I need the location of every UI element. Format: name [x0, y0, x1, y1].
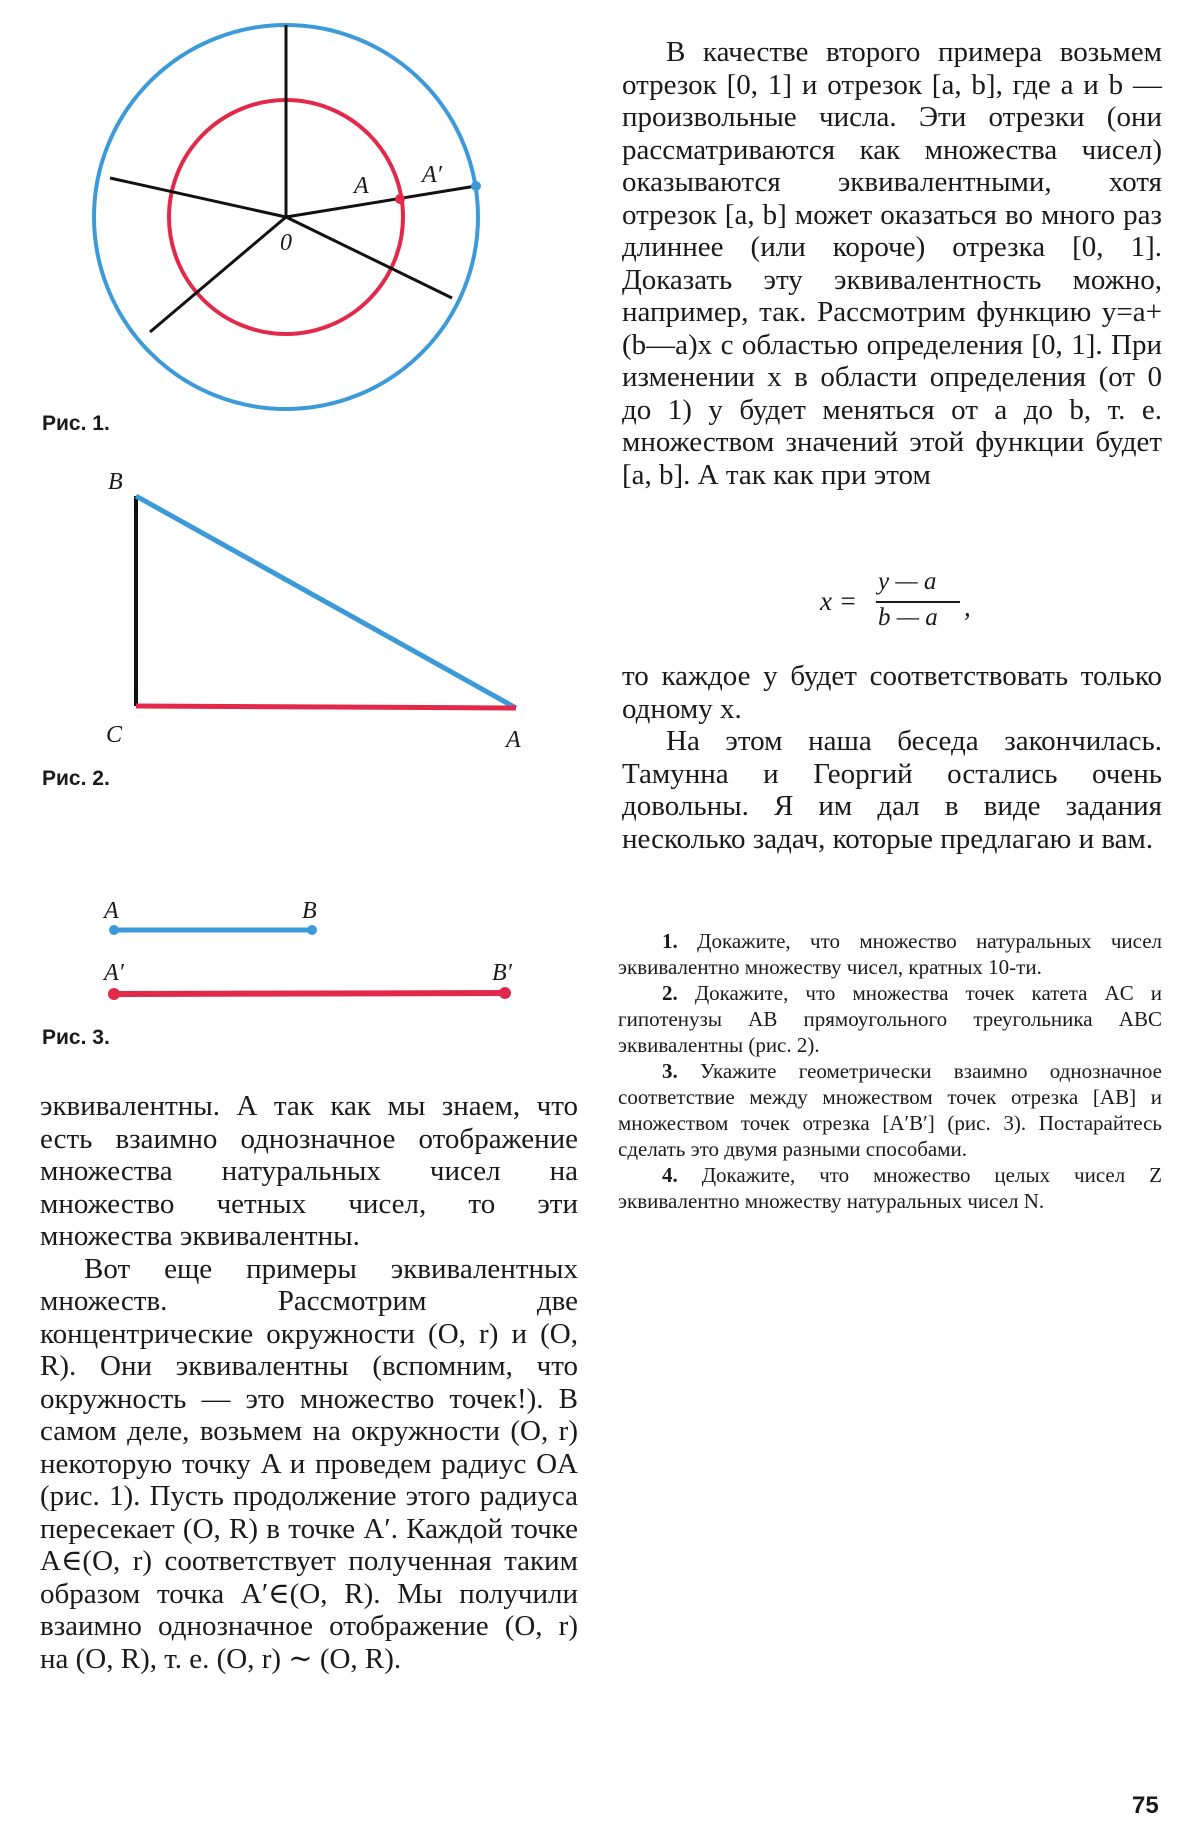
- left-paragraph-2: Вот еще примеры эквивалентных множеств. Рассмотрим две концентрические окружности (O, r) и (O, R). Они эквивалентны (вспомним, что окружность — это множество точек!). В самом деле, возьмем на окружности (O, r) некоторую точку A и проведем радиус OA (рис. 1). Пусть продолжение этого радиуса пересекает (O, R) в точке A′. Каждой точке A∈(O, r) соответствует полученная таким образом точка A′∈(O, R). Мы получили взаимно однозначное отображение (O, r) на (O, R), т. е. (O, r) ∼ (O, R).: [40, 1252, 578, 1675]
- label-b: B: [108, 469, 123, 495]
- task-4: 4. Докажите, что множество целых чисел Z эквивалентно множеству натуральных чисел N.: [618, 1163, 1163, 1213]
- right-paragraph-3: На этом наша беседа закончилась. Тамунна и Георгий остались очень довольны. Я им дал в виде задания несколько задач, которые предлагаю и вам.: [622, 725, 1162, 855]
- label-center: 0: [280, 230, 292, 256]
- left-column-text: [40, 1090, 578, 1675]
- point-a-prime: [108, 988, 120, 1000]
- figure-1-caption: Рис. 1.: [42, 412, 110, 435]
- formula: [820, 568, 1000, 638]
- figure-2: [90, 460, 540, 760]
- figure-3-caption: Рис. 3.: [42, 1026, 110, 1049]
- hypotenuse-ab: [136, 496, 516, 708]
- segment-a-prime-b-prime: [114, 993, 505, 994]
- point-b-prime: [499, 987, 511, 999]
- label-a-prime: A′: [104, 960, 124, 986]
- label-b-prime: B′: [492, 960, 512, 986]
- label-a: A: [354, 173, 369, 199]
- task-1: 1. Докажите, что множество натуральных чисел эквивалентно множеству чисел, кратных 10-ти.: [618, 929, 1163, 979]
- formula-denominator: b — a: [878, 604, 938, 631]
- right-paragraph-2: то каждое y будет соответствовать только одному x.: [622, 660, 1162, 725]
- ray-left: [110, 178, 286, 217]
- point-a-prime: [471, 181, 481, 191]
- leg-ca: [136, 706, 516, 708]
- label-a-prime: A′: [422, 162, 442, 188]
- formula-numerator: y — a: [878, 568, 937, 595]
- point-a: [109, 925, 119, 935]
- ray-oa: [286, 186, 476, 217]
- right-paragraph-1: В качестве второго примера возьмем отрезок [0, 1] и отрезок [a, b], где a и b — произвольные числа. Эти отрезки (они рассматриваются как множества чисел) оказываются эквивалентными, хотя отрезок [a, b] может оказаться во много раз длиннее (или короче) отрезка [0, 1]. Доказать эту эквивалентность можно, например, так. Рассмотрим функцию y=a+(b—a)x с областью определения [0, 1]. При изменении x в области определения (от 0 до 1) y будет меняться от a до b, т. е. множеством значений этой функции будет [a, b]. А так как при этом: [622, 36, 1162, 491]
- left-paragraph-1: эквивалентны. А так как мы знаем, что есть взаимно однозначное отображение множества натуральных чисел на множество четных чисел, то эти множества эквивалентны.: [40, 1090, 578, 1252]
- task-list: [618, 928, 1162, 1214]
- page-number: 75: [1132, 1792, 1159, 1819]
- task-2: 2. Докажите, что множества точек катета AC и гипотенузы AB прямоугольного треугольника ABC эквивалентны (рис. 2).: [618, 981, 1163, 1057]
- label-a: A: [506, 727, 521, 753]
- right-column-text-bottom: [622, 660, 1162, 855]
- label-a: A: [104, 898, 119, 924]
- figure-2-caption: Рис. 2.: [42, 767, 110, 790]
- label-b: B: [302, 898, 317, 924]
- figure-1: [90, 10, 442, 410]
- ray-lower-right: [286, 217, 452, 298]
- point-b: [307, 925, 317, 935]
- label-c: C: [106, 722, 123, 748]
- right-column-text-top: [622, 36, 1162, 491]
- figure-3: [90, 885, 540, 1010]
- formula-lhs: x =: [820, 586, 857, 616]
- task-3: 3. Укажите геометрически взаимно однозначное соответствие между множеством точек отрезка [AB] и множеством точек отрезка [A′B′] (рис. 3). Постарайтесь сделать это двумя разными способами.: [618, 1059, 1162, 1161]
- formula-tail: ,: [964, 592, 971, 622]
- point-a: [395, 194, 405, 204]
